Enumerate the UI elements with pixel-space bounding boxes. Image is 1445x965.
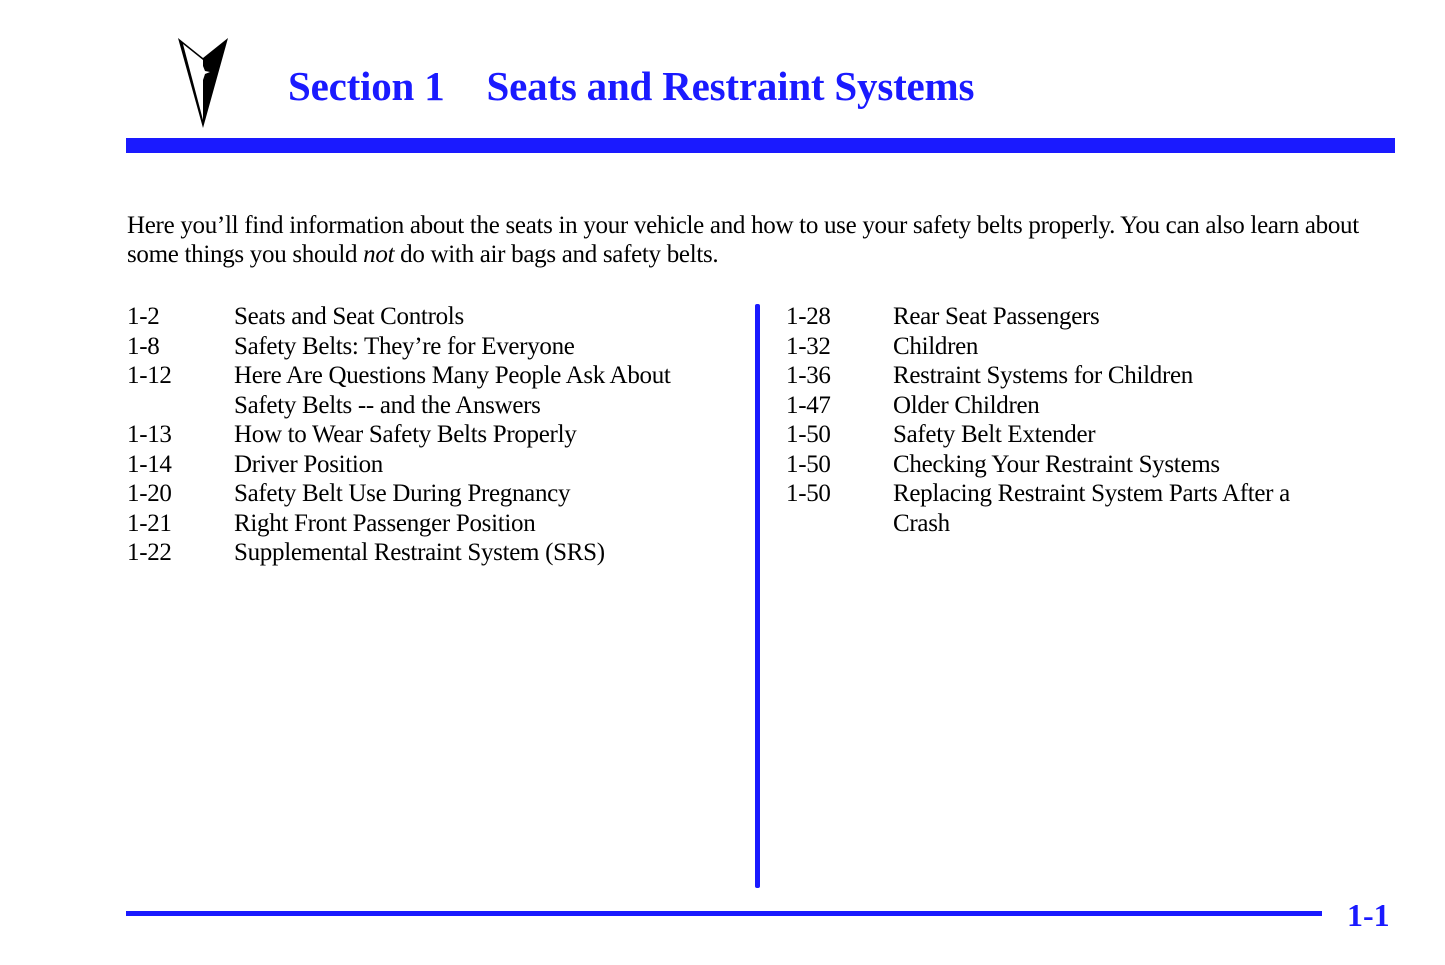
intro-paragraph (127, 211, 1377, 269)
toc-entry[interactable] (127, 538, 747, 568)
toc-entry[interactable] (786, 361, 1386, 391)
toc-title: Safety Belt Use During Pregnancy (234, 480, 571, 507)
section-label: Section 1 (288, 63, 445, 109)
toc-page-number: 1-21 (127, 509, 172, 537)
column-divider (755, 304, 760, 888)
toc-entry[interactable] (786, 420, 1386, 450)
toc-title: Here Are Questions Many People Ask About Safety Belts -- and the Answers (234, 362, 671, 419)
toc-page-number: 1-13 (127, 421, 172, 448)
toc-title: Checking Your Restraint Systems (893, 450, 1220, 478)
toc-page-number: 1-22 (127, 539, 172, 566)
toc-entry[interactable] (786, 479, 1386, 538)
intro-text-start: Here you’ll find information about the seats in your vehicle and how to use your safety belts properly. You can also learn about some things you should (127, 212, 1359, 268)
toc-title: How to Wear Safety Belts Properly (234, 421, 577, 448)
toc-entry[interactable] (786, 450, 1386, 480)
toc-right-column (786, 302, 1386, 538)
toc-page-number: 1-36 (786, 362, 831, 389)
toc-entry[interactable] (127, 302, 747, 332)
toc-left-column (127, 302, 747, 568)
toc-entry[interactable] (127, 332, 747, 362)
intro-text-end: do with air bags and safety belts. (394, 241, 719, 268)
toc-page-number: 1-50 (786, 480, 831, 507)
toc-entry[interactable] (127, 509, 747, 539)
toc-page-number: 1-32 (786, 332, 831, 360)
toc-page-number: 1-8 (127, 332, 160, 360)
footer-rule (126, 911, 1322, 916)
toc-title: Right Front Passenger Position (234, 509, 536, 537)
toc-title: Safety Belts: They’re for Everyone (234, 332, 575, 360)
toc-title: Driver Position (234, 450, 383, 478)
toc-page-number: 1-12 (127, 362, 172, 389)
toc-page-number: 1-50 (786, 421, 831, 448)
toc-page-number: 1-28 (786, 303, 831, 330)
toc-page-number: 1-47 (786, 391, 831, 419)
toc-page-number: 1-2 (127, 303, 160, 330)
toc-entry[interactable] (127, 479, 747, 509)
page-number: 1-1 (1347, 897, 1390, 933)
toc-title: Children (893, 332, 979, 360)
page-title (288, 62, 974, 110)
toc-title: Safety Belt Extender (893, 421, 1096, 448)
toc-entry[interactable] (127, 450, 747, 480)
toc-page-number: 1-14 (127, 450, 172, 478)
toc-title: Restraint Systems for Children (893, 362, 1193, 389)
toc-page-number: 1-50 (786, 450, 831, 478)
toc-title: Seats and Seat Controls (234, 303, 464, 330)
toc-title: Rear Seat Passengers (893, 303, 1100, 330)
toc-title: Replacing Restraint System Parts After a Crash (893, 480, 1290, 537)
intro-emphasis: not (363, 241, 395, 268)
title-rule (126, 138, 1395, 153)
toc-entry[interactable] (786, 391, 1386, 421)
toc-entry[interactable] (127, 420, 747, 450)
toc-title: Supplemental Restraint System (SRS) (234, 539, 605, 566)
section-title: Seats and Restraint Systems (486, 63, 975, 109)
toc-entry[interactable] (786, 302, 1386, 332)
toc-page-number: 1-20 (127, 480, 172, 507)
pontiac-arrowhead-icon (176, 36, 230, 130)
toc-entry[interactable] (127, 361, 747, 420)
toc-title: Older Children (893, 391, 1040, 419)
toc-entry[interactable] (786, 332, 1386, 362)
